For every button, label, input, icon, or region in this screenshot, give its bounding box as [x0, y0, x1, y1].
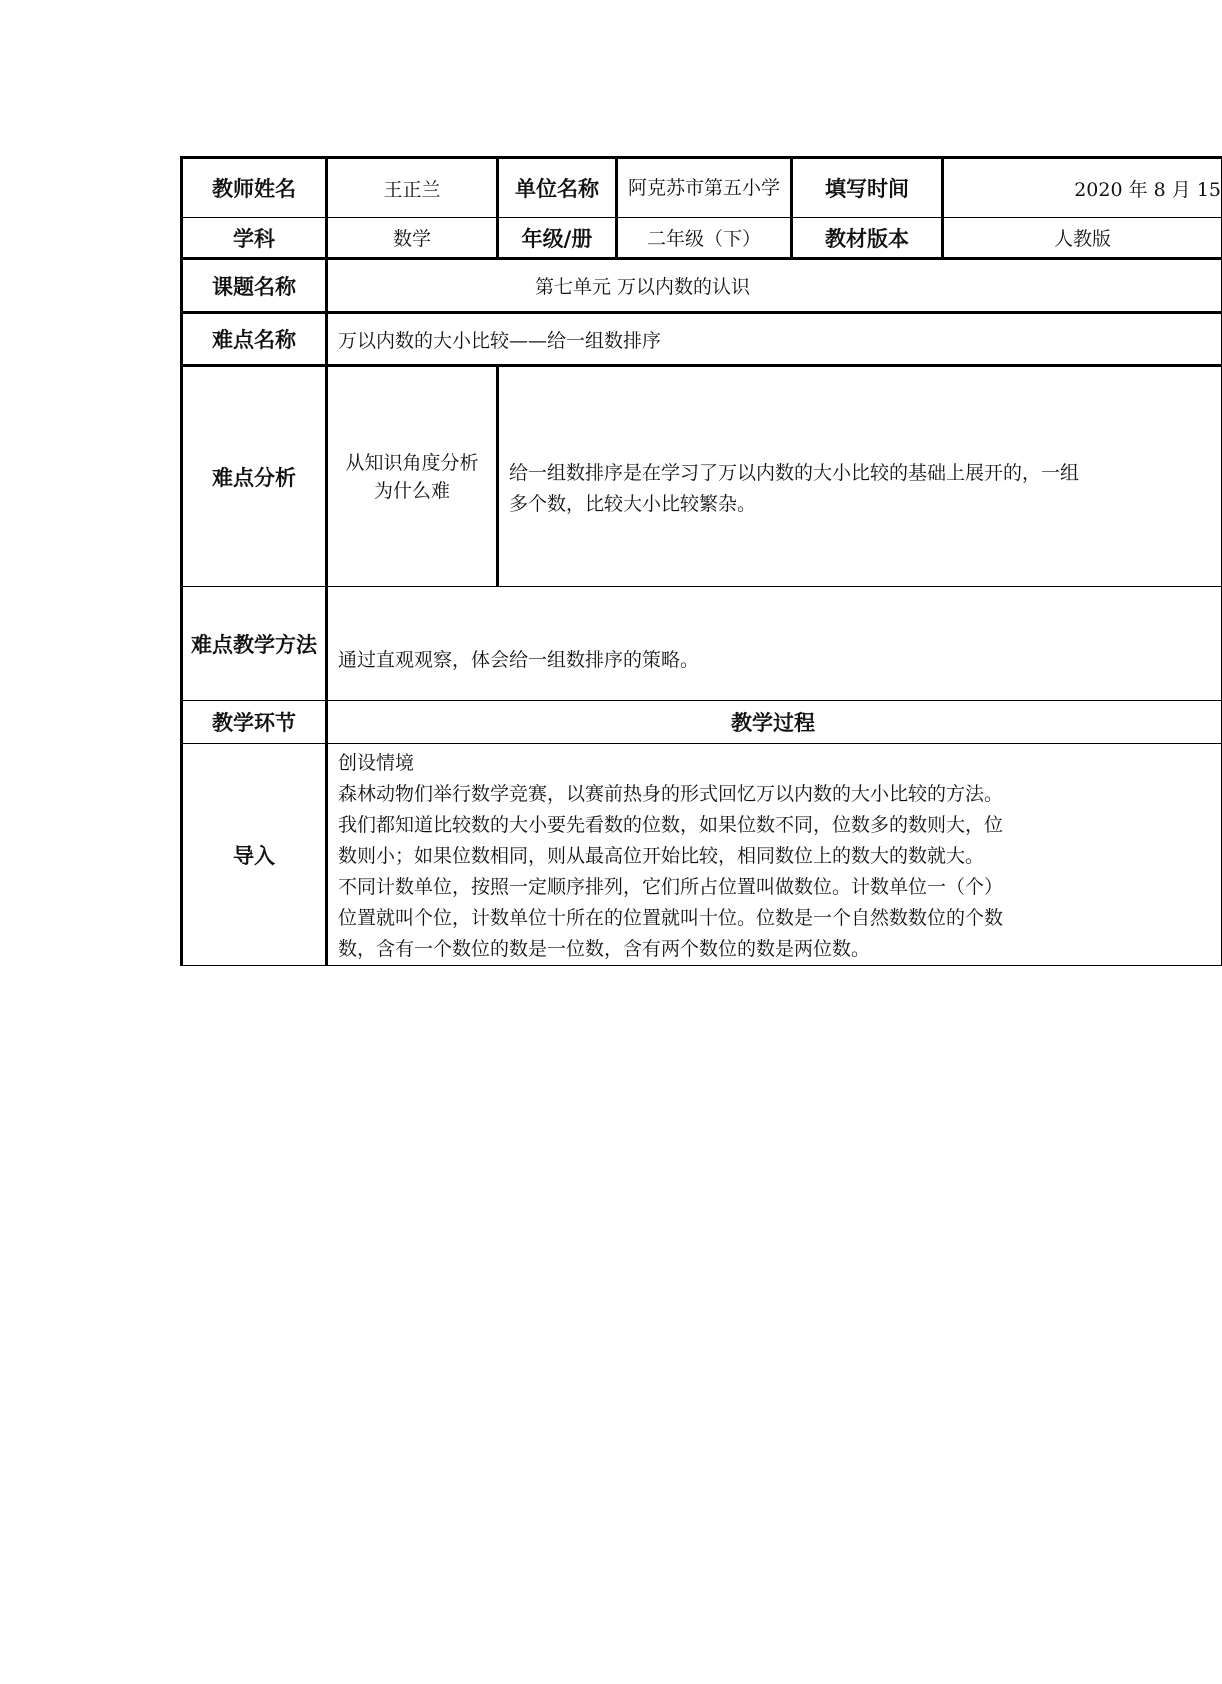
- analysis-text-line-2: 多个数，比较大小比较繁杂。: [509, 492, 757, 515]
- teacher-name-value: 王正兰: [327, 158, 498, 218]
- row-topic: [182, 259, 1222, 313]
- grade-label: 年级/册: [498, 218, 617, 259]
- row-header-process: [182, 701, 1222, 744]
- row-intro: [182, 744, 1222, 966]
- intro-content: [327, 744, 1222, 966]
- analysis-text-line-1: 给一组数排序是在学习了万以内数的大小比较的基础上展开的，一组: [509, 461, 1080, 484]
- topic-label: 课题名称: [182, 259, 327, 313]
- unit-name-label: 单位名称: [498, 158, 617, 218]
- difficulty-label: 难点名称: [182, 313, 327, 366]
- unit-name-text: 阿克苏市第五小学: [627, 177, 780, 199]
- row-subject: [182, 218, 1222, 259]
- analysis-sub-label-text: 从知识角度分析为什么难: [345, 451, 479, 502]
- topic-text: 第七单元 万以内数的认识: [535, 276, 751, 298]
- intro-line-1: 创设情境: [338, 752, 415, 774]
- analysis-text: [498, 366, 1222, 587]
- intro-line-3: 我们都知道比较数的大小要先看数的位数，如果位数不同，位数多的数则大，位: [338, 814, 1004, 836]
- method-label: 难点教学方法: [182, 587, 327, 701]
- stage-label: 教学环节: [182, 701, 327, 744]
- method-value: 通过直观观察，体会给一组数排序的策略。: [327, 587, 1222, 701]
- row-difficulty: [182, 313, 1222, 366]
- intro-line-6: 位置就叫个位，计数单位十所在的位置就叫十位。位数是一个自然数数位的个数: [338, 907, 1004, 929]
- lesson-form-table: [180, 156, 1222, 966]
- grade-value: 二年级（下）: [617, 218, 792, 259]
- intro-label: 导入: [182, 744, 327, 966]
- row-method: [182, 587, 1222, 701]
- fill-time-label: 填写时间: [792, 158, 943, 218]
- topic-value: [327, 259, 1222, 313]
- analysis-label: 难点分析: [182, 366, 327, 587]
- difficulty-value: 万以内数的大小比较——给一组数排序: [327, 313, 1222, 366]
- process-label: 教学过程: [327, 701, 1222, 744]
- intro-line-5: 不同计数单位，按照一定顺序排列，它们所占位置叫做数位。计数单位一（个）: [338, 876, 1004, 898]
- subject-label: 学科: [182, 218, 327, 259]
- intro-line-4: 数则小；如果位数相同，则从最高位开始比较，相同数位上的数大的数就大。: [338, 845, 985, 867]
- row-teacher: [182, 158, 1222, 218]
- teacher-name-label: 教师姓名: [182, 158, 327, 218]
- textbook-value: 人教版: [943, 218, 1222, 259]
- intro-line-2: 森林动物们举行数学竞赛，以赛前热身的形式回忆万以内数的大小比较的方法。: [338, 783, 1004, 805]
- unit-name-value: [617, 158, 792, 218]
- analysis-sub-label: [327, 366, 498, 587]
- row-analysis: [182, 366, 1222, 587]
- fill-time-value: 2020 年 8 月 15: [943, 158, 1222, 218]
- intro-line-7: 数，含有一个数位的数是一位数，含有两个数位的数是两位数。: [338, 938, 871, 960]
- textbook-label: 教材版本: [792, 218, 943, 259]
- subject-value: 数学: [327, 218, 498, 259]
